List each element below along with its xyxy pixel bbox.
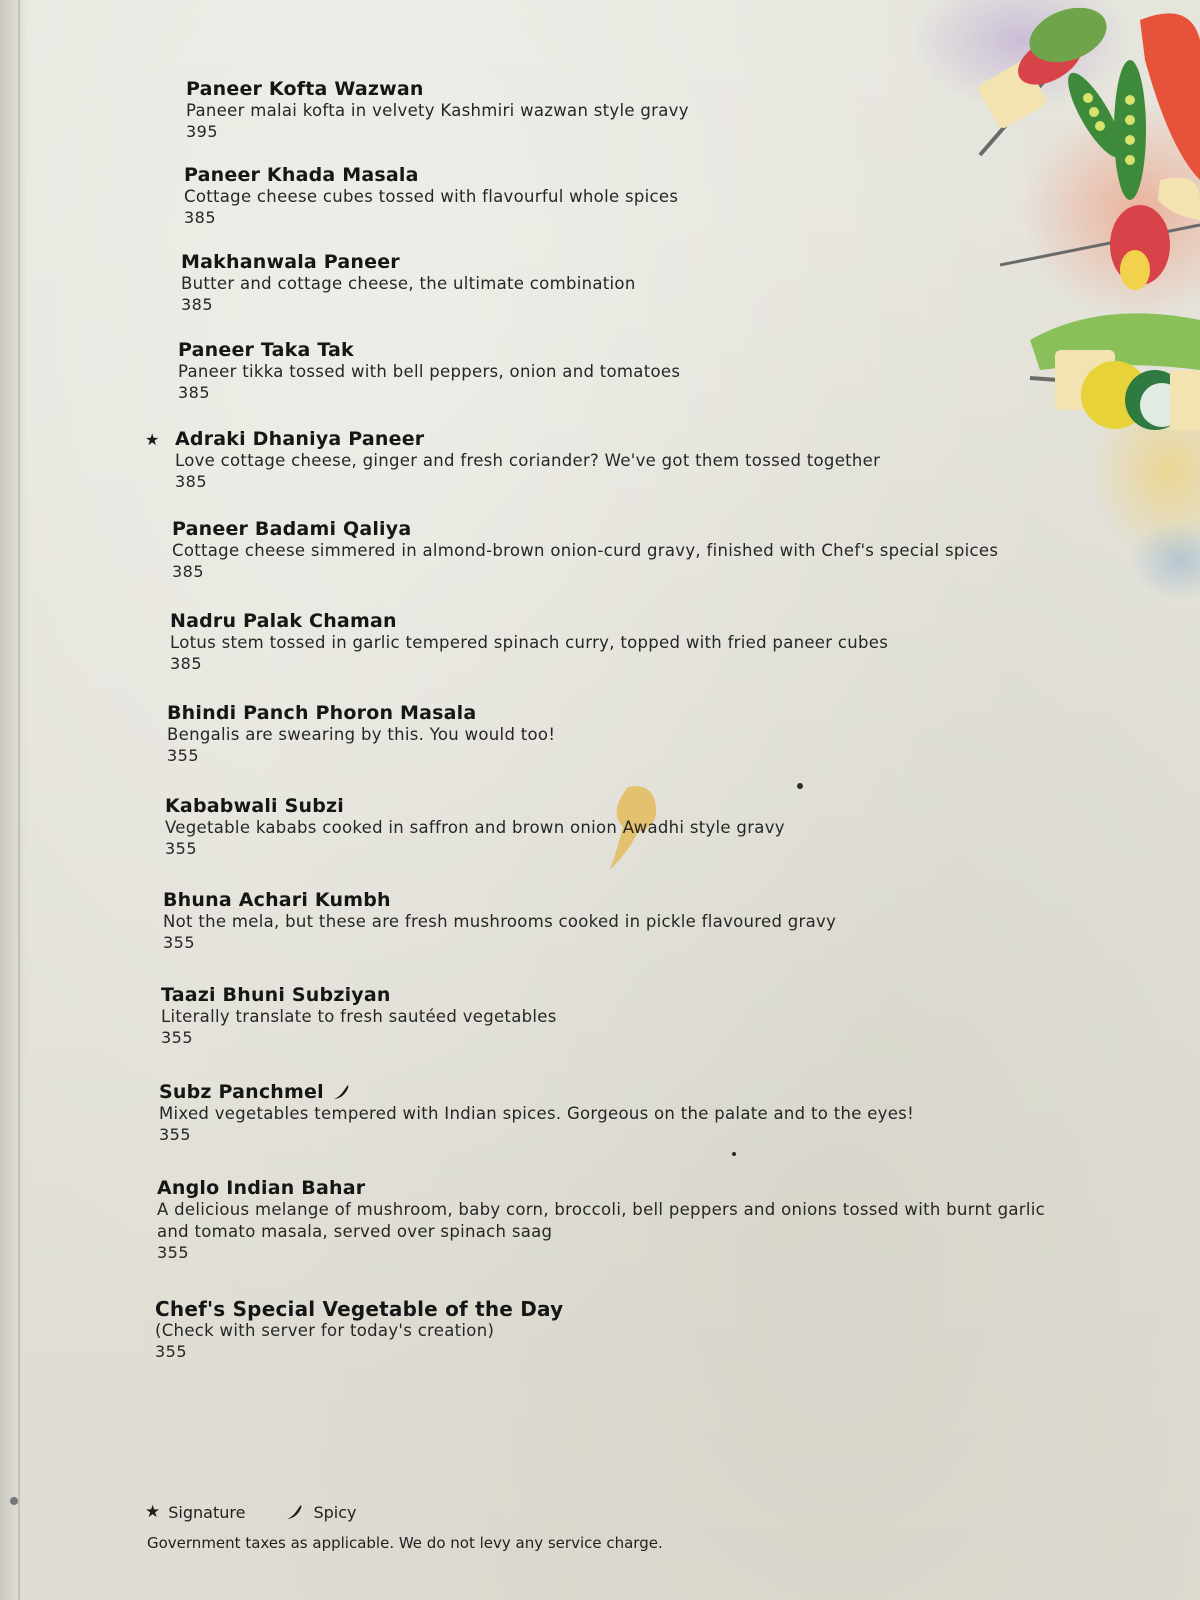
item-description: A delicious melange of mushroom, baby corn, broccoli, bell peppers and onions tossed with burnt garlic and tomato masala, served over spinach saag bbox=[157, 1200, 1045, 1241]
item-price: 385 bbox=[175, 472, 208, 491]
item-name: Paneer Kofta Wazwan bbox=[186, 78, 424, 100]
item-description: Literally translate to fresh sautéed vegetables bbox=[161, 1007, 557, 1026]
item-price: 385 bbox=[172, 562, 205, 581]
item-name: Paneer Khada Masala bbox=[184, 164, 419, 186]
legend-signature-label: Signature bbox=[168, 1502, 246, 1522]
menu-item bbox=[165, 795, 1125, 859]
item-price: 385 bbox=[181, 295, 214, 314]
item-name: Taazi Bhuni Subziyan bbox=[161, 984, 391, 1006]
item-description: Cottage cheese cubes tossed with flavourful whole spices bbox=[184, 187, 679, 206]
item-name-row bbox=[159, 1081, 1119, 1103]
menu-item bbox=[170, 610, 1130, 674]
item-name: Nadru Palak Chaman bbox=[170, 610, 397, 632]
menu-item bbox=[163, 889, 1123, 953]
item-price: 355 bbox=[167, 746, 200, 765]
menu-item bbox=[161, 984, 1121, 1048]
ink-speck bbox=[10, 1497, 18, 1505]
item-price: 355 bbox=[159, 1125, 192, 1144]
menu-item bbox=[157, 1177, 1117, 1263]
item-description: Love cottage cheese, ginger and fresh coriander? We've got them tossed together bbox=[175, 451, 881, 470]
item-price: 355 bbox=[155, 1342, 188, 1361]
item-name: Kababwali Subzi bbox=[165, 795, 344, 817]
menu-item bbox=[178, 339, 1138, 403]
ink-speck bbox=[797, 783, 803, 789]
chili-icon bbox=[285, 1503, 303, 1521]
item-name: Paneer Badami Qaliya bbox=[172, 518, 412, 540]
item-price: 355 bbox=[161, 1028, 194, 1047]
item-name: Paneer Taka Tak bbox=[178, 339, 354, 361]
item-price: 355 bbox=[157, 1243, 190, 1262]
signature-star-icon: ★ bbox=[145, 430, 160, 449]
menu-item bbox=[181, 251, 1141, 315]
item-price: 355 bbox=[163, 933, 196, 952]
item-description: Butter and cottage cheese, the ultimate combination bbox=[181, 274, 636, 293]
item-description: Not the mela, but these are fresh mushrooms cooked in pickle flavoured gravy bbox=[163, 912, 837, 931]
item-price: 385 bbox=[178, 383, 211, 402]
item-price: 385 bbox=[184, 208, 217, 227]
menu-item bbox=[167, 702, 1127, 766]
menu-item bbox=[186, 78, 1146, 142]
item-name: Makhanwala Paneer bbox=[181, 251, 400, 273]
item-name: Bhindi Panch Phoron Masala bbox=[167, 702, 477, 724]
menu-item bbox=[172, 518, 1132, 582]
item-name: Adraki Dhaniya Paneer bbox=[175, 428, 425, 450]
menu-legend bbox=[145, 1502, 356, 1522]
item-description: Cottage cheese simmered in almond-brown onion-curd gravy, finished with Chef's special spices bbox=[172, 541, 999, 560]
item-name: Bhuna Achari Kumbh bbox=[163, 889, 391, 911]
item-description: (Check with server for today's creation) bbox=[155, 1321, 495, 1340]
item-price: 385 bbox=[170, 654, 203, 673]
item-name: Subz Panchmel bbox=[159, 1081, 324, 1103]
signature-star-icon: ★ bbox=[145, 1502, 161, 1522]
menu-item-signature bbox=[145, 428, 1135, 492]
item-price: 395 bbox=[186, 122, 219, 141]
item-description: Lotus stem tossed in garlic tempered spinach curry, topped with fried paneer cubes bbox=[170, 633, 889, 652]
item-description: Vegetable kababs cooked in saffron and brown onion Awadhi style gravy bbox=[165, 818, 785, 837]
ink-speck bbox=[732, 1152, 736, 1156]
chili-icon bbox=[332, 1083, 350, 1101]
item-description: Bengalis are swearing by this. You would too! bbox=[167, 725, 556, 744]
legend-spicy-label: Spicy bbox=[313, 1502, 357, 1522]
item-name: Anglo Indian Bahar bbox=[157, 1177, 366, 1199]
tax-note: Government taxes as applicable. We do not levy any service charge. bbox=[147, 1534, 663, 1552]
menu-item bbox=[155, 1298, 1115, 1362]
page-binding-line bbox=[18, 0, 20, 1600]
item-price: 355 bbox=[165, 839, 198, 858]
item-name: Chef's Special Vegetable of the Day bbox=[155, 1297, 564, 1321]
menu-item-spicy bbox=[159, 1081, 1119, 1145]
item-description: Paneer tikka tossed with bell peppers, onion and tomatoes bbox=[178, 362, 681, 381]
page-binding-edge bbox=[0, 0, 28, 1600]
item-description: Paneer malai kofta in velvety Kashmiri wazwan style gravy bbox=[186, 101, 689, 120]
item-description: Mixed vegetables tempered with Indian spices. Gorgeous on the palate and to the eyes! bbox=[159, 1104, 914, 1123]
menu-item bbox=[184, 164, 1144, 228]
